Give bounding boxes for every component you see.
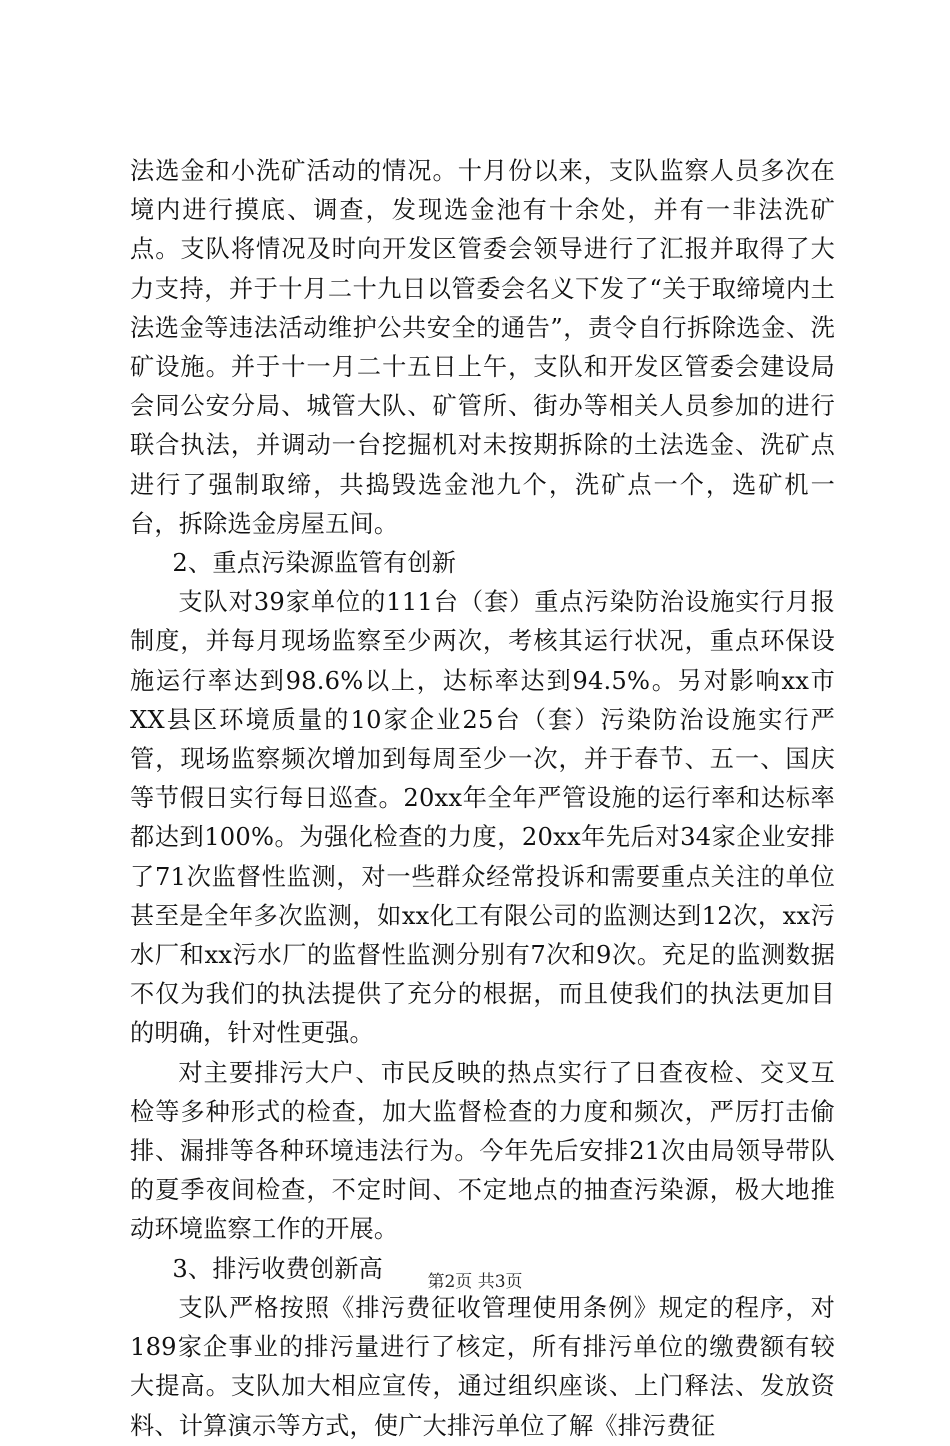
paragraph-monitoring-system: 支队对39家单位的111台（套）重点污染防治设施实行月报制度，并每月现场监察至少两次，考核其运行状况，重点环保设施运行率达到98.6%以上，达标率达到94.5%。另对影响xx市XX县区环境质量的10家企业25台（套）污染防治设施实行严管，现场监察频次增加到每周至少一次，并于春节、五一、国庆等节假日实行每日巡查。20xx年全年严管设施的运行率和达标率都达到100%。为强化检查的力度，20xx年先后对34家企业安排了71次监督性监测，对一些群众经常投诉和需要重点关注的单位甚至是全年多次监测，如xx化工有限公司的监测达到12次，xx污水厂和xx污水厂的监督性监测分别有7次和9次。充足的监测数据不仅为我们的执法提供了充分的根据，而且使我们的执法更加目的明确，针对性更强。 <box>130 588 835 1048</box>
paragraph-inspections: 对主要排污大户、市民反映的热点实行了日查夜检、交叉互检等多种形式的检查，加大监督检查的力度和频次，严厉打击偷排、漏排等各种环境违法行为。今年先后安排21次由局领导带队的夏季夜间检查，不定时间、不定地点的抽查污染源，极大地推动环境监察工作的开展。 <box>130 1058 835 1244</box>
paragraph-fee-collection: 支队严格按照《排污费征收管理使用条例》规定的程序，对189家企事业的排污量进行了核定，所有排污单位的缴费额有较大提高。支队加大相应宣传，通过组织座谈、上门释法、发放资料、计算演示等方式，使广大排污单位了解《排污费征 <box>130 1293 835 1440</box>
section-heading-pollution-fees: 3、排污收费创新高 <box>172 1254 384 1283</box>
page-number-footer: 第2页 共3页 <box>427 1272 523 1292</box>
document-body <box>130 152 835 1446</box>
paragraph-enforcement-continuation: 法选金和小洗矿活动的情况。十月份以来，支队监察人员多次在境内进行摸底、调查，发现选金池有十余处，并有一非法洗矿点。支队将情况及时向开发区管委会领导进行了汇报并取得了大力支持，并于十月二十九日以管委会名义下发了“关于取缔境内土法选金等违法活动维护公共安全的通告”，责令自行拆除选金、洗矿设施。并于十一月二十五日上午，支队和开发区管委会建设局会同公安分局、城管大队、矿管所、街办等相关人员参加的进行联合执法，并调动一台挖掘机对未按期拆除的土法选金、洗矿点进行了强制取缔，共捣毁选金池九个，洗矿点一个，选矿机一台，拆除选金房屋五间。 <box>130 157 835 538</box>
section-heading-pollution-source-supervision: 2、重点污染源监管有创新 <box>172 549 457 578</box>
